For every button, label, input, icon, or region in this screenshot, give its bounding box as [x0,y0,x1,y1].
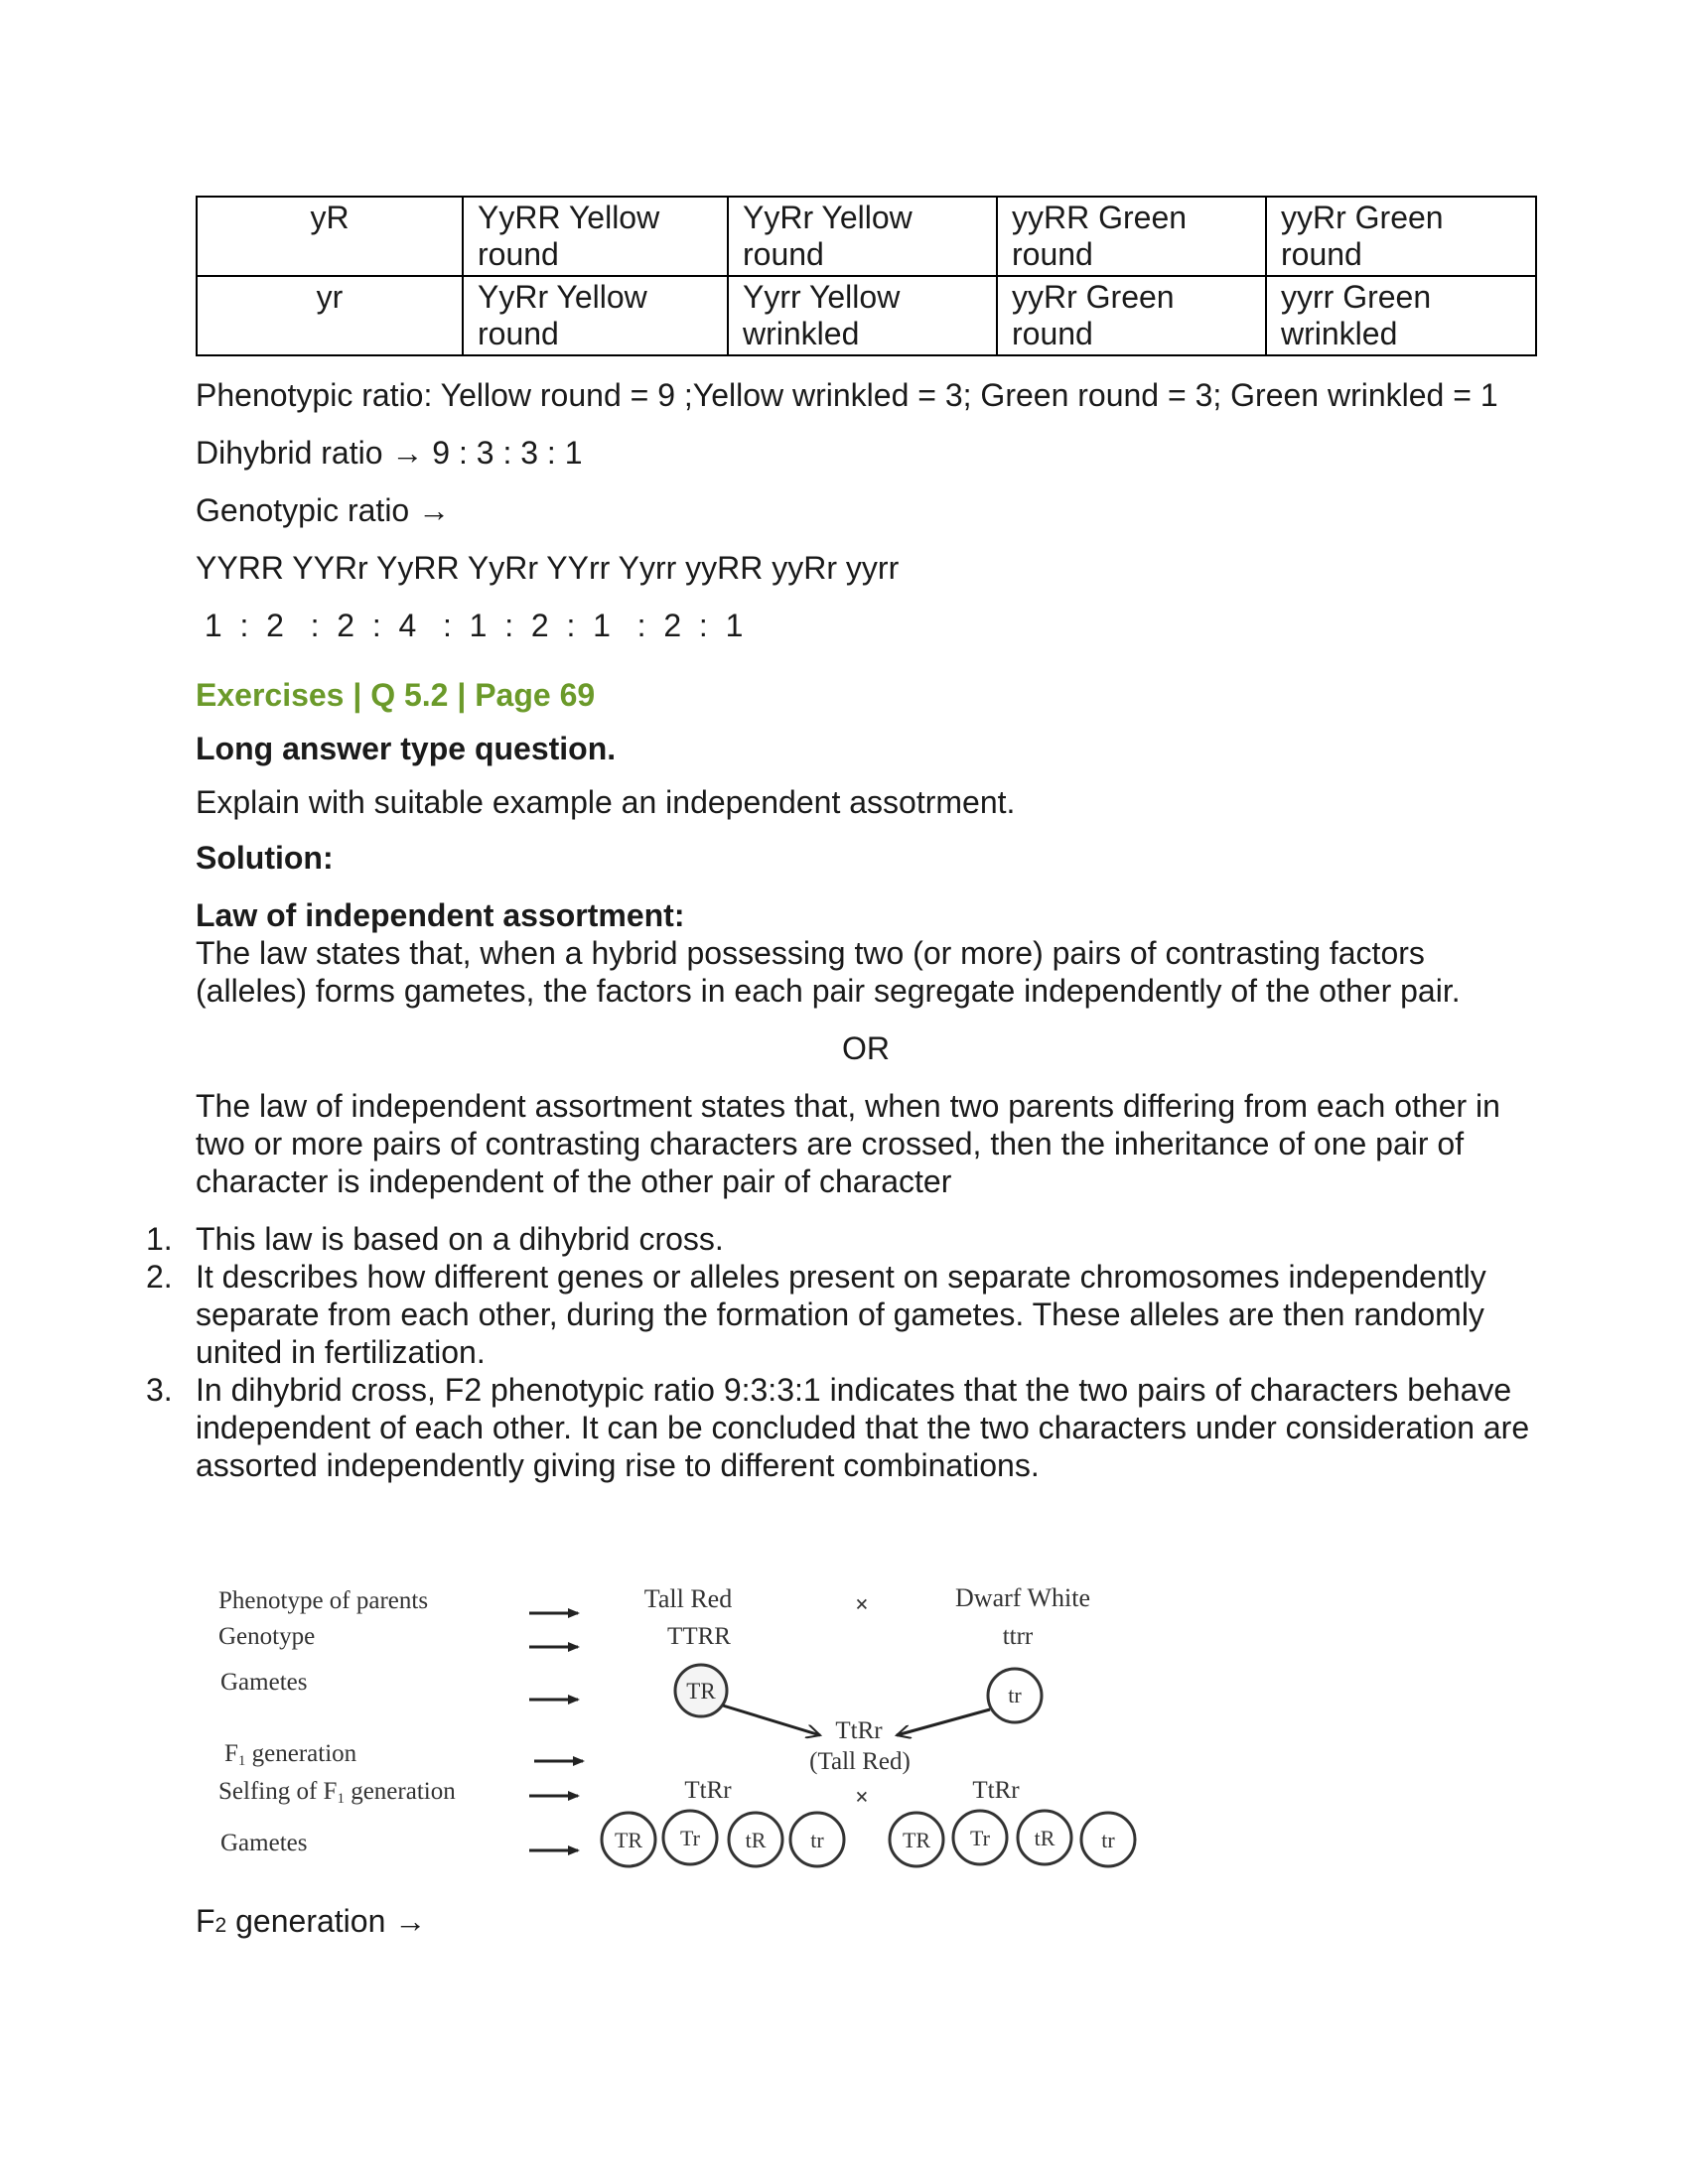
genotype-cell: yyrr Green wrinkled [1266,276,1536,355]
f2-generation-label [196,1902,426,1945]
question-type: Long answer type question. [196,731,617,766]
genotype-cell: yyRr Green round [1266,197,1536,276]
arrow-icon [723,1706,820,1735]
gamete-label: tR [745,1828,767,1852]
genotype-cell: yyRr Green round [997,276,1266,355]
law-text: The law states that, when a hybrid possessing two (or more) pairs of contrasting factors (alleles) forms gametes, the factors in each pair segregate independently of the other pair. [196,935,1461,1009]
selfing-sub: 1 [337,1791,345,1807]
genotype-cell: yyRR Green round [997,197,1266,276]
gamete-label: Tr [680,1826,700,1850]
solution-label: Solution: [196,840,334,876]
gamete-label: TR [614,1828,643,1852]
gamete-label: tR [1034,1826,1055,1850]
f2-sub: 2 [214,1914,227,1937]
f1-suffix: generation [245,1740,357,1767]
parent2-genotype: ttrr [1002,1623,1034,1650]
f1-sub: 1 [237,1753,246,1769]
genotype-cell: YyRr Yellow round [463,276,728,355]
label-selfing [218,1778,456,1807]
gamete2-label: tr [1008,1683,1022,1707]
f1-prefix: F [224,1740,238,1767]
list-text: This law is based on a dihybrid cross. [196,1221,724,1257]
gamete-label: tr [810,1828,824,1852]
cross-symbol: × [855,1785,869,1811]
label-gametes: Gametes [220,1669,308,1696]
gametes-left [602,1811,844,1866]
f2-prefix: F [196,1903,215,1939]
row-arrows [529,1613,583,1850]
label-gametes-2: Gametes [220,1830,308,1856]
f1-phenotype: (Tall Red) [809,1748,911,1775]
label-phenotype: Phenotype of parents [218,1587,429,1614]
parent1-phenotype: Tall Red [643,1584,733,1613]
f1-genotype: TtRr [835,1717,883,1744]
gamete-label: tr [1101,1828,1115,1852]
gamete-label: Tr [970,1826,990,1850]
or-separator: OR [842,1030,890,1066]
gamete-cell: yr [197,276,463,355]
list-number: 3. [146,1372,173,1408]
selfing-suffix: generation [344,1778,456,1805]
gamete1-label: TR [686,1679,716,1704]
dihybrid-ratio: Dihybrid ratio → 9 : 3 : 3 : 1 [196,435,583,471]
f2-suffix: generation → [226,1903,427,1939]
genotype-counts: 1 : 2 : 2 : 4 : 1 : 2 : 1 : 2 : 1 [196,608,744,643]
list-text: It describes how different genes or alleles present on separate chromosomes independently separate from each other, during the formation of gametes. These alleles are then randomly united in fertilization. [196,1259,1486,1370]
selfing-left: TtRr [684,1777,732,1804]
genotype-cell: YyRr Yellow round [728,197,997,276]
list-number: 2. [146,1259,173,1295]
genotypic-ratio-label: Genotypic ratio → [196,492,451,528]
gamete-label: TR [902,1828,931,1852]
gametes-right [890,1811,1135,1866]
law-text-2: The law of independent assortment states that, when two parents differing from each other in two or more pairs of contrasting characters are crossed, then the inheritance of one pair of character is independent of the other pair of character [196,1088,1500,1199]
selfing-prefix: Selfing of F [218,1778,338,1805]
genotype-cell: Yyrr Yellow wrinkled [728,276,997,355]
phenotypic-ratio: Phenotypic ratio: Yellow round = 9 ;Yellow wrinkled = 3; Green round = 3; Green wrinkled = 1 [196,377,1498,413]
label-genotype: Genotype [218,1623,316,1650]
label-f1-generation [224,1740,357,1769]
selfing-right: TtRr [972,1777,1020,1804]
gamete-cell: yR [197,197,463,276]
genotype-list: YYRR YYRr YyRR YyRr YYrr Yyrr yyRR yyRr yyrr [196,550,900,586]
question-text: Explain with suitable example an independent assotrment. [196,784,1016,820]
list-text: In dihybrid cross, F2 phenotypic ratio 9:3:3:1 indicates that the two pairs of characters behave independent of each other. It can be concluded that the two characters under consideration are assorted independently giving rise to different combinations. [196,1372,1530,1483]
law-title: Law of independent assortment: [196,897,685,933]
parent1-genotype: TTRR [667,1623,731,1650]
list-number: 1. [146,1221,173,1257]
parent2-phenotype: Dwarf White [955,1583,1090,1612]
cross-symbol: × [855,1592,869,1618]
genotype-cell: YyRR Yellow round [463,197,728,276]
arrow-icon [897,1709,990,1735]
exercise-heading: Exercises | Q 5.2 | Page 69 [196,677,596,713]
